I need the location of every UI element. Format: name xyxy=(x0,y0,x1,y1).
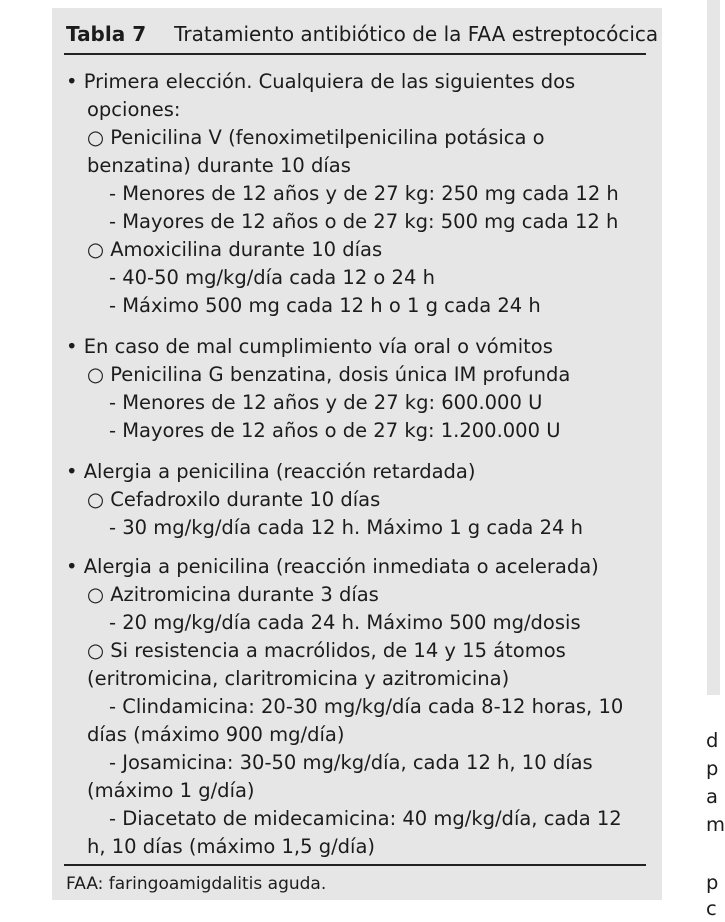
line-19: - 20 mg/kg/día cada 24 h. Máximo 500 mg/dosis xyxy=(109,611,581,634)
line-7: ○ Amoxicilina durante 10 días xyxy=(87,238,383,261)
next-column-text: p xyxy=(706,757,719,780)
table-7 xyxy=(52,8,662,900)
line-25: (máximo 1 g/día) xyxy=(87,779,255,802)
line-17: • Alergia a penicilina (reacción inmediata o acelerada) xyxy=(66,555,599,578)
line-23: días (máximo 900 mg/día) xyxy=(87,723,345,746)
footer-rule xyxy=(64,864,646,866)
line-5: - Menores de 12 años y de 27 kg: 250 mg cada 12 h xyxy=(109,182,619,205)
line-18: ○ Azitromicina durante 3 días xyxy=(87,583,379,606)
line-20: ○ Si resistencia a macrólidos, de 14 y 15 átomos xyxy=(87,639,566,662)
next-column-panel xyxy=(707,0,720,695)
line-8: - 40-50 mg/kg/día cada 12 o 24 h xyxy=(109,266,435,289)
table-footnote: FAA: faringoamigdalitis aguda. xyxy=(66,874,327,894)
line-2: opciones: xyxy=(87,98,181,121)
line-24: - Josamicina: 30-50 mg/kg/día, cada 12 h, 10 días xyxy=(109,751,593,774)
line-11: ○ Penicilina G benzatina, dosis única IM profunda xyxy=(87,363,571,386)
line-27: h, 10 días (máximo 1,5 g/día) xyxy=(87,835,376,858)
header-rule xyxy=(64,53,646,55)
line-4: benzatina) durante 10 días xyxy=(87,154,351,177)
table-number: Tabla 7 xyxy=(66,22,147,46)
table-title: Tratamiento antibiótico de la FAA estreptocócica xyxy=(174,22,659,46)
line-12: - Menores de 12 años y de 27 kg: 600.000 U xyxy=(109,391,543,414)
line-10: • En caso de mal cumplimiento vía oral o vómitos xyxy=(66,335,553,358)
next-column-text: d xyxy=(706,729,719,752)
line-21: (eritromicina, claritromicina y azitromicina) xyxy=(87,667,510,690)
line-15: ○ Cefadroxilo durante 10 días xyxy=(87,488,381,511)
line-13: - Mayores de 12 años o de 27 kg: 1.200.000 U xyxy=(109,419,561,442)
line-26: - Diacetato de midecamicina: 40 mg/kg/día, cada 12 xyxy=(109,807,622,830)
table-caption xyxy=(66,20,658,48)
next-column-text: m xyxy=(706,813,725,836)
line-16: - 30 mg/kg/día cada 12 h. Máximo 1 g cada 24 h xyxy=(109,516,583,539)
next-column-text: c xyxy=(706,897,717,920)
line-14: • Alergia a penicilina (reacción retardada) xyxy=(66,460,476,483)
next-column-text: p xyxy=(706,871,719,894)
next-column-text: a xyxy=(706,785,718,808)
line-22: - Clindamicina: 20-30 mg/kg/día cada 8-12 horas, 10 xyxy=(109,695,624,718)
line-3: ○ Penicilina V (fenoximetilpenicilina potásica o xyxy=(87,126,545,149)
line-9: - Máximo 500 mg cada 12 h o 1 g cada 24 h xyxy=(109,294,541,317)
line-1: • Primera elección. Cualquiera de las siguientes dos xyxy=(66,70,576,93)
line-6: - Mayores de 12 años o de 27 kg: 500 mg cada 12 h xyxy=(109,210,619,233)
